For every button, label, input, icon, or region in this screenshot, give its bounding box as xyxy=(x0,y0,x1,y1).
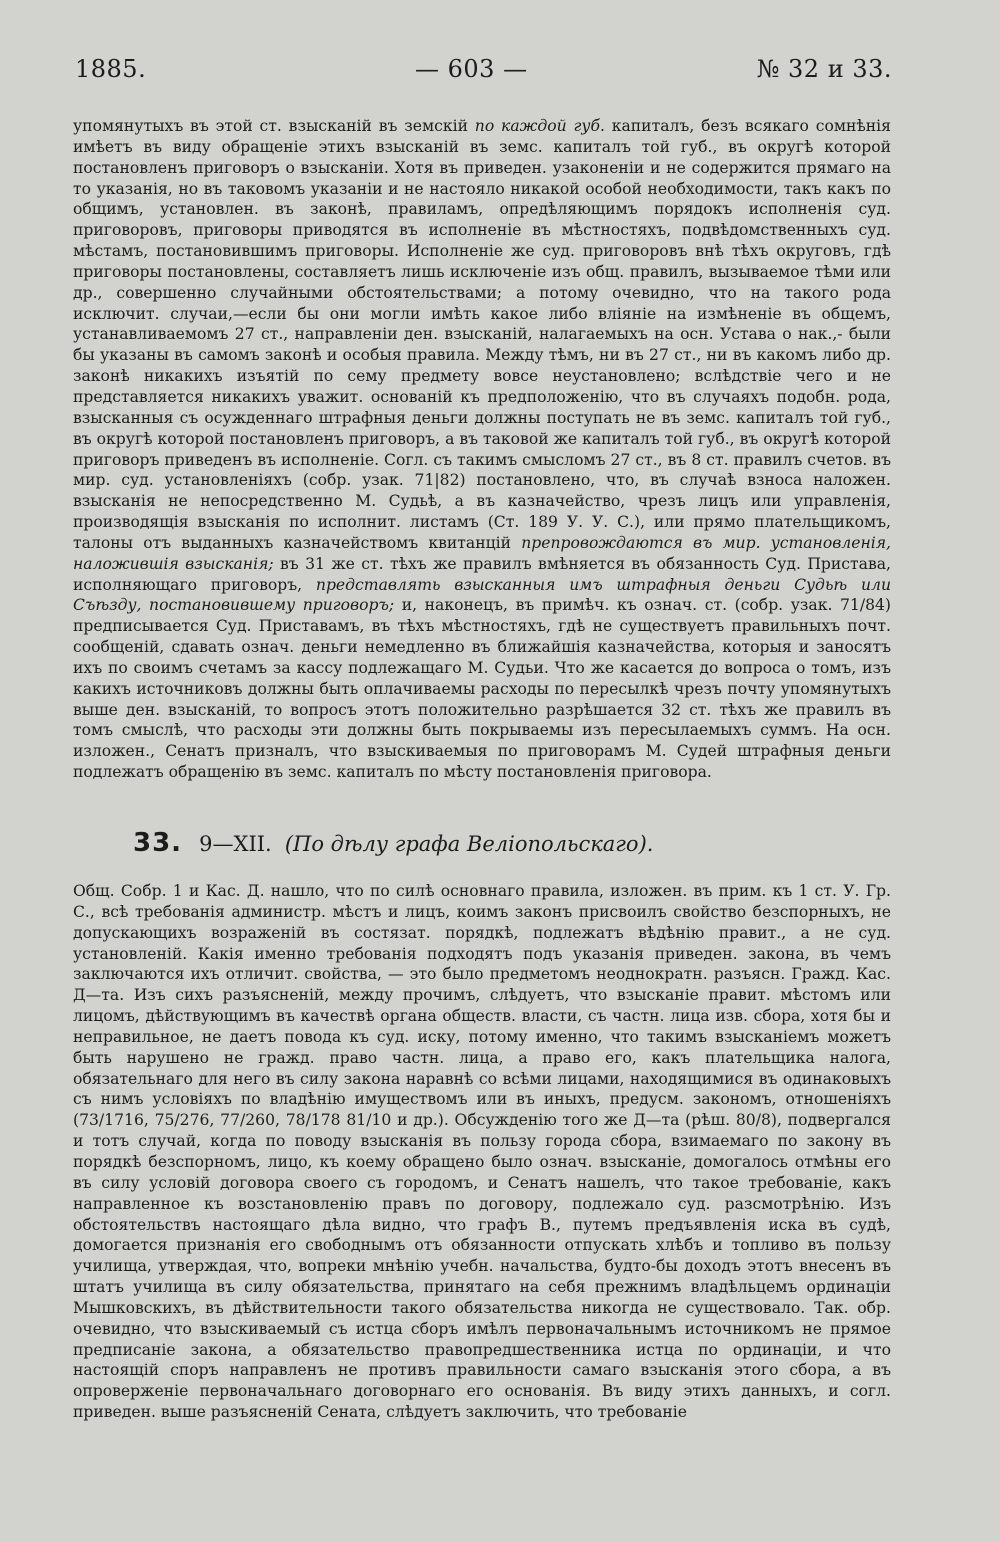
body-paragraph-2 xyxy=(73,881,891,1423)
text-run: въ 31 же ст. тѣхъ же правилъ вмѣняется въ обязанность Суд. Пристава, исполняющаго приговоръ, xyxy=(73,554,891,594)
italic-text-run: представлять взысканныя имъ штрафныя деньги Судьѣ или Съѣзду, постановившему приговоръ; xyxy=(73,575,891,615)
section-heading xyxy=(133,828,893,862)
section-date: 9—XII. xyxy=(199,832,272,856)
text-run: Общ. Собр. 1 и Кас. Д. нашло, что по силѣ основнаго правила, изложен. въ прим. къ 1 ст. У. Гр. С., всѣ требованія администр. мѣстъ и лицъ, коимъ законъ присвоилъ свойство безспорныхъ, не допускающихъ возраженій въ состязат. порядкѣ, подлежатъ вѣдѣнію правит., а не суд. установленій. Какія именно требованія подходятъ подъ указанія приведен. закона, въ чемъ заключаются ихъ отличит. свойства, — это было предметомъ неоднократн. разъясн. Гражд. Кас. Д—та. Изъ сихъ разъясненій, между прочимъ, слѣдуетъ, что взысканіе правит. мѣстомъ или лицомъ, дѣйствующимъ въ качествѣ органа обществ. власти, съ частн. лица изв. сбора, хотя бы и неправильное, не даетъ повода къ суд. иску, потому именно, что такимъ взысканіемъ можетъ быть нарушено не гражд. право частн. лица, а право его, какъ плательщика налога, обязательнаго для него въ силу закона наравнѣ со всѣми лицами, находящимися въ одинаковыхъ съ нимъ условіяхъ по владѣнію имуществомъ или въ иныхъ, предусм. закономъ, отношеніяхъ (73/1716, 75/276, 77/260, 78/178 81/10 и др.). Обсужденію того же Д—та (рѣш. 80/8), подвергался и тотъ случай, когда по поводу взысканія въ пользу города сбора, взимаемаго по закону въ порядкѣ безспорномъ, лицо, къ коему обращено было означ. взысканіе, домогалось отмѣны его въ силу условій договора своего съ городомъ, и Сенатъ нашелъ, что такое требованіе, какъ направленное къ возстановленію правъ по договору, подлежало суд. разсмотрѣнію. Изъ обстоятельствъ настоящаго дѣла видно, что графъ В., путемъ предъявленія иска въ судѣ, домогается признанія его свободнымъ отъ обязанности отпускать хлѣбъ и топливо въ пользу училища, утверждая, что, вопреки мнѣнію учебн. начальства, будто-бы доходъ этотъ внесенъ въ штатъ училища въ силу обязательства, принятаго на себя прежнимъ владѣльцемъ ординаціи Мышковскихъ, въ дѣйствительности такого обязательства никогда не существовало. Так. обр. очевидно, что взыскиваемый съ истца сборъ имѣлъ первоначальнымъ источникомъ не прямое предписаніе закона, а обязательство правопредшественника истца по ординаціи, и что настоящій споръ направленъ не противъ правильности самаго взысканія этого сбора, а въ опроверженіе первоначальнаго договорнаго его основанія. Въ виду этихъ данныхъ, и согл. приведен. выше разъясненій Сената, слѣдуетъ заключить, что требованіе xyxy=(73,882,891,1422)
header-page-number: — 603 — xyxy=(415,55,528,83)
text-run: капиталъ, безъ всякаго сомнѣнія имѣетъ въ виду обращеніе этихъ взысканій въ земс. капиталъ той губ., въ округѣ которой постановленъ приговоръ о взысканіи. Хотя въ приведен. узаконеніи и не содержится прямаго на то указанія, но въ таковомъ указаніи и не настояло никакой особой необходимости, такъ какъ по общимъ, установлен. въ законѣ, правиламъ, опредѣляющимъ порядокъ исполненія суд. приговоровъ, приговоры приводятся въ исполненіе въ мѣстностяхъ, подвѣдомственныхъ суд. мѣстамъ, постановившимъ приговоры. Исполненіе же суд. приговоровъ внѣ тѣхъ округовъ, гдѣ приговоры постановлены, составляетъ лишь исключеніе изъ общ. правилъ, вызываемое тѣми или др., совершенно случайными обстоятельствами; а потому очевидно, что на такого рода исключит. случаи,—если бы они могли имѣть какое либо вліяніе на измѣненіе въ общемъ, устанавливаемомъ 27 ст., направленіи ден. взысканій, налагаемыхъ на осн. Устава о нак.,- были бы указаны въ самомъ законѣ и особыя правила. Между тѣмъ, ни въ 27 ст., ни въ какомъ либо др. законѣ никакихъ изъятій по сему предмету вовсе неустановлено; вслѣдствіе чего и не представляется никакихъ уважит. основаній къ предположенію, что въ случаяхъ подобн. рода, взысканныя съ осужденнаго штрафныя деньги должны поступать не въ земс. капиталъ той губ., въ округѣ которой постановленъ приговоръ, а въ таковой же капиталъ той губ., въ округѣ которой приговоръ приведенъ въ исполненіе. Согл. съ такимъ смысломъ 27 ст., въ 8 ст. правилъ счетов. въ мир. суд. установленіяхъ (собр. узак. 71|82) постановлено, что, въ случаѣ взноса наложен. взысканія не непосредственно М. Судьѣ, а въ казначейство, чрезъ лицъ или управленія, производящія взысканія по исполнит. листамъ (Ст. 189 У. У. С.), или прямо плательщикомъ, талоны отъ выданныхъ казначействомъ квитанцій xyxy=(73,117,891,552)
text-run: упомянутыхъ въ этой ст. взысканій въ земскій xyxy=(73,117,475,135)
section-number: 33. xyxy=(133,828,183,858)
body-paragraph-1 xyxy=(73,116,891,783)
text-run: и, наконецъ, въ примѣч. къ означ. ст. (собр. узак. 71/84) предписывается Суд. Приставамъ, въ тѣхъ мѣстностяхъ, гдѣ не существуетъ правильныхъ почт. сообщеній, сдавать означ. деньги немедленно въ ближайшія казначейства, которыя и заносятъ ихъ по своимъ счетамъ за кассу подлежащаго М. Судьи. Что же касается до вопроса о томъ, изъ какихъ источниковъ должны быть оплачиваемы расходы по пересылкѣ чрезъ почту упомянутыхъ выше ден. взысканій, то вопросъ этотъ положительно разрѣшается 32 ст. тѣхъ же правилъ въ томъ смыслѣ, что расходы эти должны быть покрываемы изъ пересылаемыхъ суммъ. На осн. изложен., Сенатъ призналъ, что взыскиваемыя по приговорамъ М. Судей штрафныя деньги подлежатъ обращенію въ земс. капиталъ по мѣсту постановленія приговора. xyxy=(73,596,892,782)
header-issue-number: № 32 и 33. xyxy=(756,55,892,83)
section-title: (По дѣлу графа Веліопольскаго). xyxy=(284,832,654,856)
header-year: 1885. xyxy=(75,55,147,83)
italic-text-run: препровождаются въ мир. установленія, наложившія взысканія; xyxy=(73,533,891,573)
italic-text-run: по каждой губ. xyxy=(474,117,605,135)
running-header xyxy=(75,55,892,95)
